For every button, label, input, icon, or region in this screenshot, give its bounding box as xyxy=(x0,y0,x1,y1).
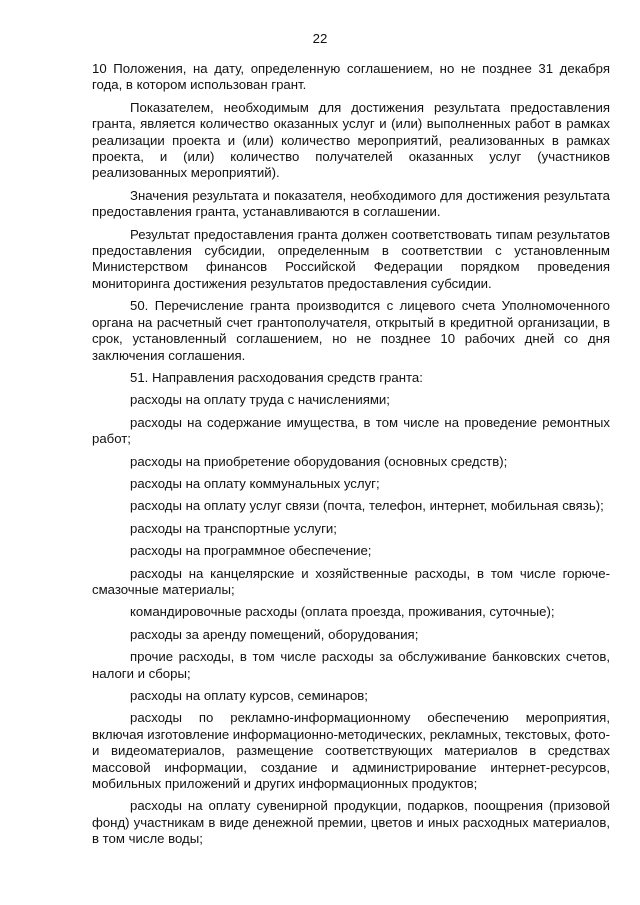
list-item: расходы на оплату услуг связи (почта, телефон, интернет, мобильная связь); xyxy=(130,498,604,514)
page-number: 22 xyxy=(312,31,328,46)
list-item: командировочные расходы (оплата проезда, проживания, суточные); xyxy=(130,604,555,620)
paragraph-indicator-definition: Показателем, необходимым для достижения результата предоставления гранта, является количество оказанных услуг и (или) выполненных работ в рамках реализации проекта и (или) количество мероприятий, реализованных в рамках проекта, и (или) количество получателей оказанных услуг (участников реализованных мероприятий). xyxy=(92,99,610,181)
paragraph-indicator-values: Значения результата и показателя, необходимого для достижения результата предоставления гранта, устанавливаются в соглашении. xyxy=(92,187,610,220)
paragraph-result-types: Результат предоставления гранта должен соответствовать типам результатов предоставления субсидии, определенным в соответствии с установленным Министерством финансов Российской Федерации порядком проведения мониторинга достижения результатов предоставления субсидии. xyxy=(92,226,610,291)
list-item: расходы на содержание имущества, в том числе на проведение ремонтных работ; xyxy=(92,414,610,447)
list-item: расходы на оплату сувенирной продукции, подарков, поощрения (призовой фонд) участникам в виде денежной премии, цветов и иных расходных материалов, в том числе воды; xyxy=(92,798,610,847)
document-body xyxy=(92,61,610,854)
list-item: расходы на программное обеспечение; xyxy=(130,543,372,559)
list-item: расходы по рекламно-информационному обеспечению мероприятия, включая изготовление информационно-методических, рекламных, текстовых, фото- и видеоматериалов, размещение соответствующих материалов в средствах массовой информации, создание и администрирование интернет-ресурсов, мобильных приложений и других информационных продуктов; xyxy=(92,710,610,792)
paragraph-item-50: 50. Перечисление гранта производится с лицевого счета Уполномоченного органа на расчетный счет грантополучателя, открытый в кредитной организации, в срок, установленный соглашением, но не позднее 10 рабочих дней со дня заключения соглашения. xyxy=(92,298,610,363)
list-item: прочие расходы, в том числе расходы за обслуживание банковских счетов, налоги и сборы; xyxy=(92,649,610,681)
list-item: расходы на оплату коммунальных услуг; xyxy=(130,475,380,491)
paragraph-continuation: 10 Положения, на дату, определенную соглашением, но не позднее 31 декабря года, в котором использован грант. xyxy=(92,61,610,93)
paragraph-item-51: 51. Направления расходования средств гранта: xyxy=(130,369,423,385)
list-item: расходы на приобретение оборудования (основных средств); xyxy=(130,453,508,469)
list-item: расходы на оплату курсов, семинаров; xyxy=(130,688,368,703)
list-item: расходы на оплату труда с начислениями; xyxy=(130,392,390,408)
list-item: расходы на транспортные услуги; xyxy=(130,520,337,536)
list-item: расходы за аренду помещений, оборудования; xyxy=(130,626,419,642)
list-item: расходы на канцелярские и хозяйственные расходы, в том числе горюче-смазочные материалы; xyxy=(92,565,610,597)
